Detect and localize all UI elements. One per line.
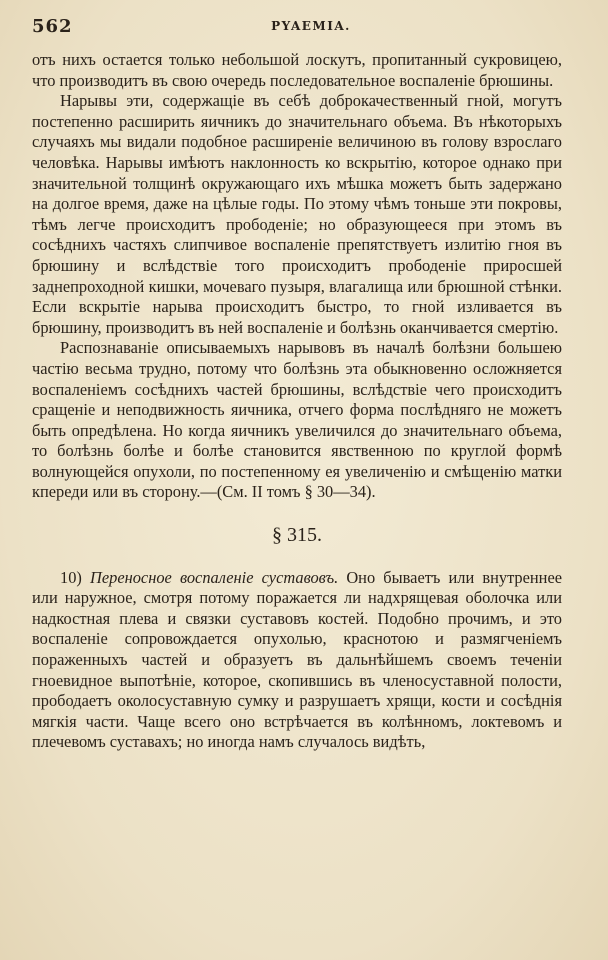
item-text: Оно бываетъ или внутреннее или наружное, смотря потому поражается ли надхрящевая оболочка или надкостная плева и связки суставовъ костей. Подобно прочимъ, и это воспаленіе сопровождается опухолью, краснотою и размягченіемъ пораженныхъ частей и образуетъ въ дальнѣйшемъ своемъ теченіи гноевидное выпотѣніе, которое, скопившись въ членосуставной полости, прободаетъ околосуставную сумку и разрушаетъ хрящи, кости и сосѣднія мягкія части. Чаще всего оно встрѣчается въ колѣнномъ, локтевомъ и плечевомъ суставахъ; но иногда намъ случалось видѣть, (32, 567, 562, 752)
page-header (32, 14, 562, 38)
item-topic: Переносное воспаленіе суставовъ. (90, 567, 339, 587)
paragraph-abscesses: Нарывы эти, содержащіе въ себѣ доброкачественный гной, могутъ постепенно расширить яичникъ до значительнаго объема. Въ нѣкоторыхъ случаяхъ мы видали подобное расширеніе величиною въ голову взрослаго человѣка. Нарывы имѣютъ наклонность ко вскрытію, которое однако при значительной толщинѣ окружающаго ихъ мѣшка можетъ быть задержано на долгое время, даже на цѣлые годы. По этому чѣмъ тоньше эти покровы, тѣмъ легче происходитъ прободеніе; но образующееся при этомъ въ сосѣднихъ частяхъ слипчивое воспаленіе препятствуетъ излитію гноя въ брюшину и вслѣдствіе того происходитъ прободеніе приросшей заднепроходной кишки, мочеваго пузыря, влагалища или брюшной стѣнки. Если вскрытіе нарыва происходитъ быстро, то гной изливается въ брюшину, производитъ въ ней воспаленіе и болѣзнь оканчивается смертію. (32, 91, 562, 337)
item-number: 10) (60, 567, 82, 587)
paragraph-diagnosis: Распознаваніе описываемыхъ нарывовъ въ началѣ болѣзни большею частію весьма трудно, потому что болѣзнь эта обыкновенно осложняется воспаленіемъ сосѣднихъ частей брюшины, вслѣдствіе чего происходитъ сращеніе и неподвижность яичника, отчего форма послѣдняго не можетъ быть опредѣлена. Но когда яичникъ увеличился до значительнаго объема, то болѣзнь болѣе и болѣе становится явственною по круглой формѣ волнующейся опухоли, по постепенному ея увеличенію и смѣщенію матки кпереди или въ сторону.—(См. II томъ § 30—34). (32, 338, 562, 502)
body-text (32, 50, 562, 753)
section-heading: § 315. (272, 524, 322, 547)
page-number: 562 (32, 16, 73, 37)
paragraph-continuation: отъ нихъ остается только небольшой лоскутъ, пропитанный сукровицею, что производитъ въ свою очередь последовательное воспаленіе брюшины. (32, 50, 562, 90)
running-title: PYAEMIA. (271, 19, 351, 33)
paragraph-section-315 (32, 568, 562, 753)
